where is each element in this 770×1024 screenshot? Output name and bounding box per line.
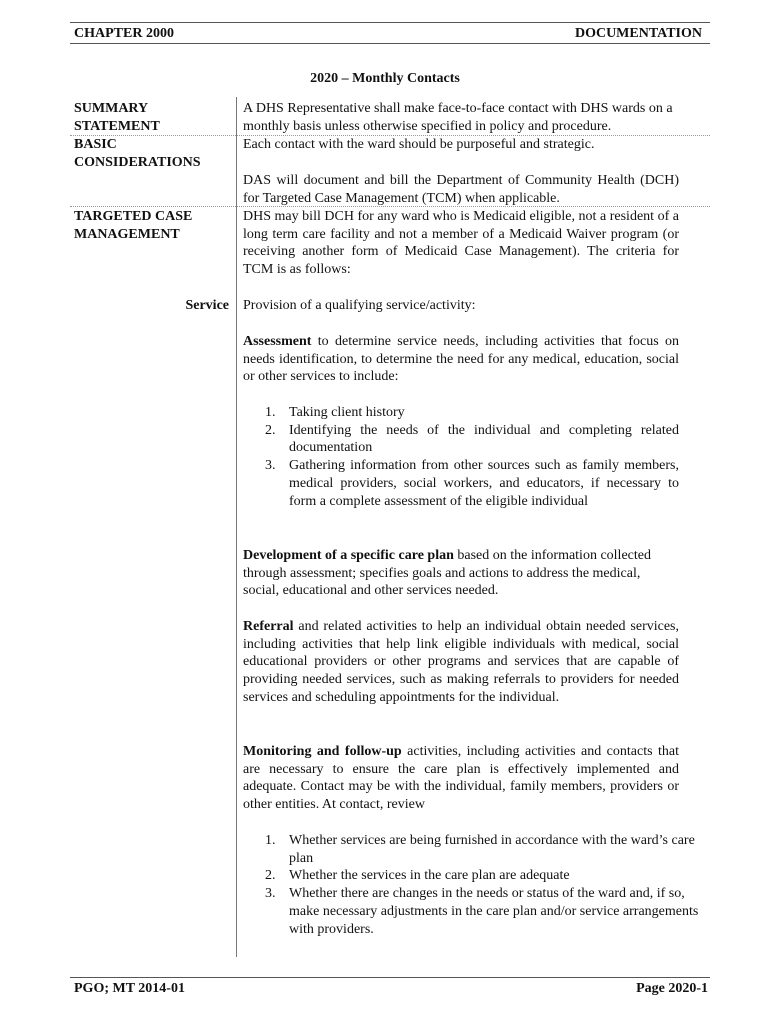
- list-number: 3.: [265, 458, 276, 474]
- sidebar-basic-considerations: [74, 136, 201, 171]
- list-item: [265, 422, 679, 457]
- chapter-label: CHAPTER 2000: [74, 26, 174, 41]
- sidebar-label-line: CONSIDERATIONS: [74, 154, 201, 170]
- list-number: 1.: [265, 405, 276, 420]
- assessment-text: to determine service needs, including activities that focus on needs identification, to determine the need for any medical, education, social or other services to include:: [243, 334, 679, 385]
- monitoring-list: [265, 832, 699, 938]
- page-title: 2020 – Monthly Contacts: [310, 71, 460, 86]
- list-item: [265, 885, 699, 938]
- header-bottom-rule: [70, 43, 710, 44]
- basic-paragraph-1: Each contact with the ward should be purposeful and strategic.: [243, 137, 595, 152]
- list-text: Whether there are changes in the needs or status of the ward and, if so, make necessary adjustments in the care plan and/or service arrangements with providers.: [289, 886, 699, 937]
- sidebar-targeted-case-management: [74, 208, 192, 243]
- list-text: Identifying the needs of the individual and completing related documentation: [289, 422, 679, 456]
- monitoring-term: Monitoring and follow-up: [243, 744, 402, 759]
- section-label: DOCUMENTATION: [574, 26, 702, 41]
- referral-term: Referral: [243, 619, 294, 634]
- referral-text: and related activities to help an individual obtain needed services, including activities that help link eligible individuals with medical, social educational providers or other programs and services that are capable of providing needed services, such as making referrals to providers for needed services and scheduling appointments for the individual.: [243, 619, 679, 705]
- sidebar-label-line: MANAGEMENT: [74, 226, 180, 242]
- assessment-list: [265, 404, 679, 510]
- list-text: Whether the services in the care plan are adequate: [289, 868, 570, 884]
- basic-paragraph-2: DAS will document and bill the Department of Community Health (DCH) for Targeted Case Management (TCM) when applicable.: [243, 173, 679, 206]
- care-plan-term: Development of a specific care plan: [243, 548, 454, 563]
- assessment-term: Assessment: [243, 334, 312, 349]
- footer-rule: [70, 977, 710, 978]
- monitoring-paragraph: [243, 743, 679, 814]
- list-text: Gathering information from other sources such as family members, medical providers, social workers, and educators, if necessary to form a complete assessment of the eligible individual: [289, 458, 679, 509]
- care-plan-text: based on the information collected through assessment; specifies goals and actions to address the medical, social, educational and other services needed.: [243, 548, 651, 599]
- sidebar-label-line: TARGETED CASE: [74, 209, 193, 224]
- tcm-paragraph: DHS may bill DCH for any ward who is Medicaid eligible, not a resident of a long term care facility and not a member of a Medicaid Waiver program (or receiving another form of Medicaid Case Management). The criteria for TCM is as follows:: [243, 209, 679, 278]
- assessment-paragraph: [243, 333, 679, 386]
- sidebar-service: Service: [185, 298, 229, 313]
- footer-left: PGO; MT 2014-01: [74, 981, 185, 996]
- list-item: [265, 867, 699, 885]
- care-plan-paragraph: [243, 547, 679, 600]
- list-number: 1.: [265, 833, 276, 848]
- sidebar-label-line: BASIC: [74, 137, 117, 152]
- service-intro: Provision of a qualifying service/activity:: [243, 298, 476, 313]
- list-item: [265, 832, 699, 867]
- summary-paragraph: A DHS Representative shall make face-to-face contact with DHS wards on a monthly basis unless otherwise specified in policy and procedure.: [243, 101, 673, 134]
- column-divider: [236, 97, 237, 957]
- list-item: [265, 457, 679, 510]
- list-text: Whether services are being furnished in accordance with the ward’s care plan: [289, 833, 695, 866]
- monitoring-text: activities, including activities and contacts that are necessary to ensure the care plan is effectively implemented and adequate. Contact may be with the individual, family members, providers or other entities. At contact, review: [243, 744, 679, 813]
- header-top-rule: [70, 22, 710, 23]
- list-number: 3.: [265, 886, 276, 902]
- sidebar-label-line: STATEMENT: [74, 118, 160, 134]
- referral-paragraph: [243, 618, 679, 707]
- list-text: Taking client history: [289, 405, 405, 420]
- list-number: 2.: [265, 868, 276, 884]
- sidebar-label-line: SUMMARY: [74, 101, 149, 116]
- footer-page-number: Page 2020-1: [636, 981, 708, 996]
- sidebar-summary-statement: [74, 100, 160, 135]
- list-number: 2.: [265, 422, 276, 438]
- list-item: [265, 404, 679, 422]
